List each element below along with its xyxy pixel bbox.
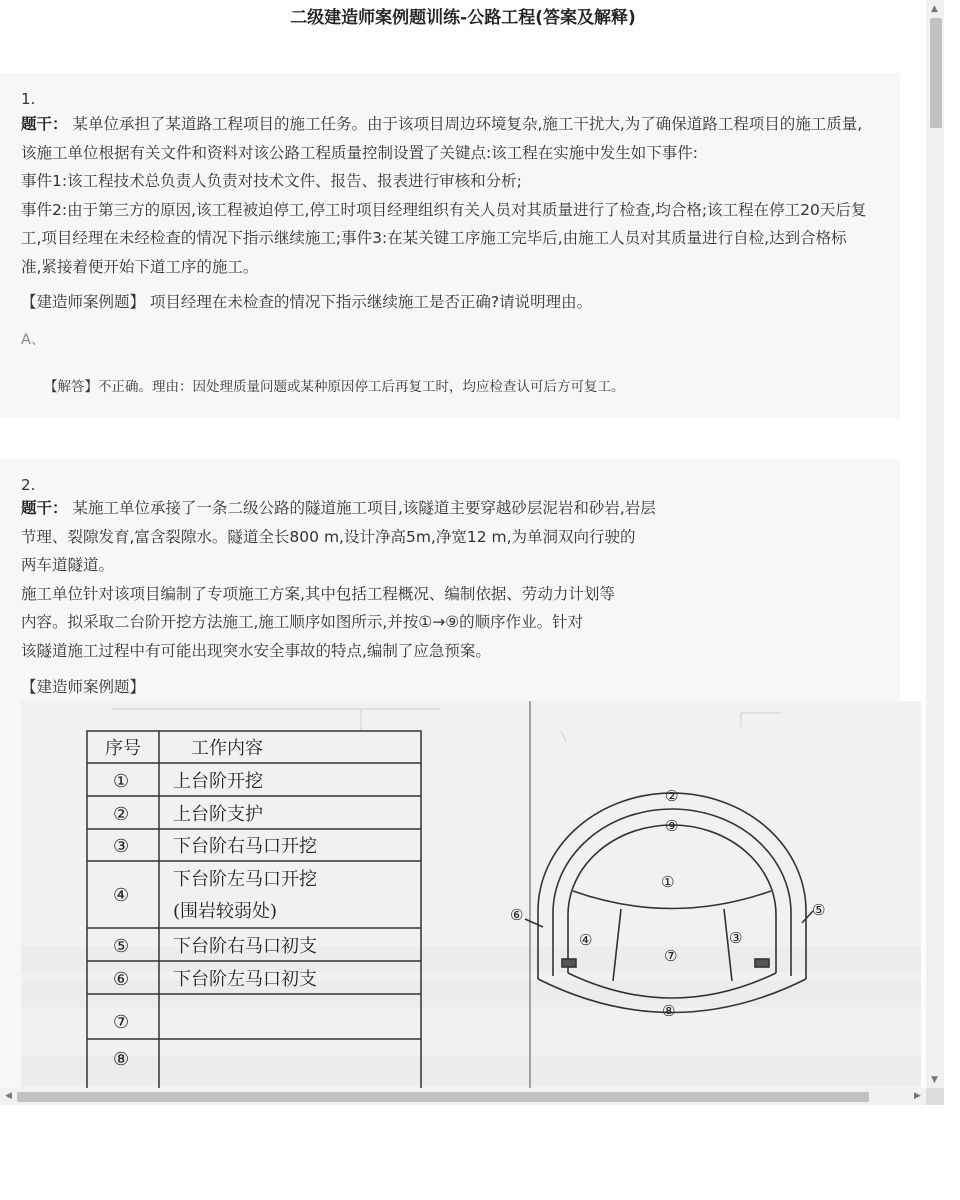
table-row-no: ③ <box>113 836 130 857</box>
diagram-label-1: ① <box>661 873 675 891</box>
diagram-label-8: ⑧ <box>662 1002 676 1020</box>
stem-line: 该隧道施工过程中有可能出现突水安全事故的特点,编制了应急预案。 <box>21 641 491 660</box>
table-row-content: 下台阶左马口开挖 <box>173 869 317 890</box>
question-text: 【建造师案例题】 项目经理在未检查的情况下指示继续施工是否正确?请说明理由。 <box>21 293 593 311</box>
answer-text: 【解答】不正确。理由：因处理质量问题或某种原因停工后再复工时，均应检查认可后方可复工。 <box>44 379 625 395</box>
horizontal-scroll-thumb[interactable] <box>17 1092 869 1102</box>
scroll-left-arrow-icon[interactable]: ◀ <box>5 1091 12 1101</box>
stem-line: 施工单位针对该项目编制了专项施工方案,其中包括工程概况、编制依据、劳动力计划等 <box>21 584 615 603</box>
question-stem <box>21 494 891 665</box>
scroll-right-arrow-icon[interactable]: ▶ <box>914 1091 921 1101</box>
stem-line: 准,紧接着便开始下道工序的施工。 <box>21 257 259 276</box>
table-row-content: 下台阶左马口初支 <box>173 969 317 990</box>
question-number: 2. <box>21 476 36 494</box>
table-row-no: ⑧ <box>113 1049 130 1070</box>
vertical-scrollbar[interactable] <box>926 0 944 1088</box>
question-label: 【建造师案例题】 <box>21 678 146 696</box>
stem-line: 工,项目经理在未经检查的情况下指示继续施工;事件3:在某关键工序施工完毕后,由施工人员对其质量进行自检,达到合格标 <box>21 229 847 247</box>
diagram-label-6: ⑥ <box>510 906 524 924</box>
table-row-content-line2: (围岩较弱处) <box>173 901 278 922</box>
question-stem <box>21 110 891 281</box>
table-row-content: 下台阶右马口开挖 <box>173 836 317 857</box>
stem-line: 两车道隧道。 <box>21 556 115 574</box>
stem-label: 题干： <box>21 499 68 517</box>
page-title: 二级建造师案例题训练-公路工程(答案及解释) <box>290 8 636 28</box>
table-header-no: 序号 <box>105 738 141 759</box>
table-row-content: 下台阶右马口初支 <box>173 936 317 957</box>
table-row-no: ① <box>113 771 130 792</box>
diagram-label-5: ⑤ <box>812 901 826 919</box>
stem-line: 事件1:该工程技术总负责人负责对技术文件、报告、报表进行审核和分析; <box>21 172 522 190</box>
table-row-no: ⑦ <box>113 1012 130 1033</box>
stem-line: 某施工单位承接了一条二级公路的隧道施工项目,该隧道主要穿越砂层泥岩和砂岩,岩层 <box>72 499 656 517</box>
option-a[interactable]: A、 <box>21 332 46 348</box>
vertical-scroll-thumb[interactable] <box>930 18 942 128</box>
stem-label: 题干： <box>21 115 68 133</box>
question-number: 1. <box>21 90 36 108</box>
diagram-label-9: ⑨ <box>665 817 679 835</box>
stem-line: 该施工单位根据有关文件和资料对该公路工程质量控制设置了关键点:该工程在实施中发生如下事件: <box>21 143 698 162</box>
scroll-down-arrow-icon[interactable]: ▼ <box>931 1075 938 1085</box>
diagram-label-7: ⑦ <box>664 947 678 965</box>
diagram-label-4: ④ <box>579 931 593 949</box>
stem-line: 事件2:由于第三方的原因,该工程被迫停工,停工时项目经理组织有关人员对其质量进行了检查,均合格;该工程在停工20天后复 <box>21 200 867 219</box>
table-row-no: ⑥ <box>113 969 130 990</box>
table-row-no: ④ <box>113 885 130 906</box>
scrollbar-corner <box>926 1088 944 1105</box>
stem-line: 内容。拟采取二台阶开挖方法施工,施工顺序如图所示,并按①→⑨的顺序作业。针对 <box>21 613 584 631</box>
table-row-content: 上台阶支护 <box>173 804 263 825</box>
diagram-label-2: ② <box>665 787 679 805</box>
figure-svg <box>21 701 921 1088</box>
table-row-no: ⑤ <box>113 936 130 957</box>
stem-line: 某单位承担了某道路工程项目的施工任务。由于该项目周边环境复杂,施工干扰大,为了确保道路工程项目的施工质量, <box>72 115 863 133</box>
stem-line: 节理、裂隙发育,富含裂隙水。隧道全长800 m,设计净高5m,净宽12 m,为单洞双向行驶的 <box>21 527 636 546</box>
table-header-content: 工作内容 <box>191 738 263 759</box>
question-card-1 <box>0 73 900 418</box>
table-row-no: ② <box>113 804 130 825</box>
table-row-content: 上台阶开挖 <box>173 771 263 792</box>
tunnel-construction-figure <box>21 701 921 1088</box>
scroll-up-arrow-icon[interactable]: ▲ <box>931 4 938 14</box>
diagram-label-3: ③ <box>729 929 743 947</box>
